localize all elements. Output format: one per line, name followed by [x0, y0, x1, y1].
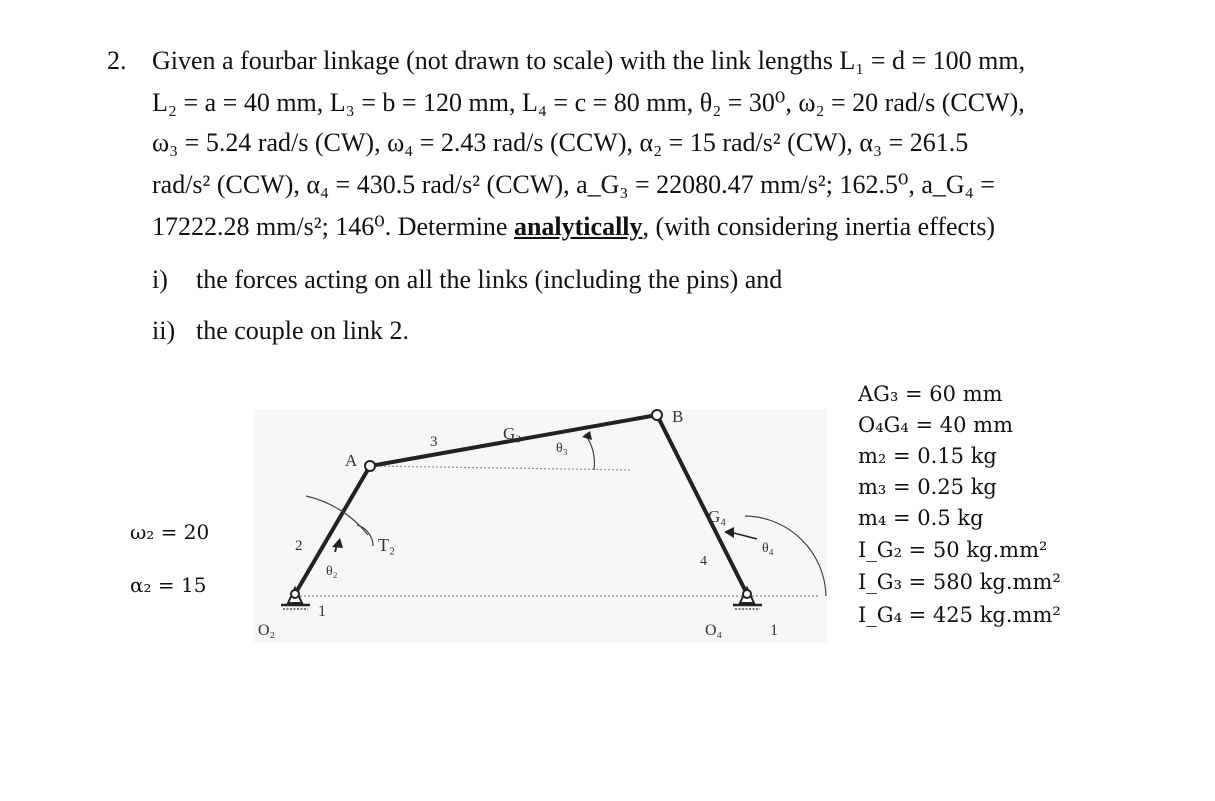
label-T2: T₂ [378, 535, 396, 555]
problem-L1: L₁ = d = 100 mm, [839, 46, 1026, 75]
label-theta4: θ₄ [762, 541, 774, 556]
label-link1-left: 1 [318, 603, 326, 620]
theta4-arc [745, 516, 826, 596]
problem-line-3: ω₃ = 5.24 rad/s (CW), ω₄ = 2.43 rad/s (CCW), α₂ = 15 rad/s² (CW), α₃ = 261.5 [152, 128, 969, 157]
given-m2: m₂ = 0.15 kg [858, 444, 997, 468]
item-ii-tag: ii) [152, 316, 176, 345]
label-link3: 3 [430, 434, 438, 450]
label-O4: O₄ [705, 622, 723, 639]
pin-B [652, 410, 662, 420]
G4-arrow-line [730, 532, 757, 539]
label-G3: G₃ [503, 424, 522, 443]
pin-A [365, 461, 375, 471]
problem-line-2: L₂ = a = 40 mm, L₃ = b = 120 mm, L₄ = c = 80 mm, θ₂ = 30⁰, ω₂ = 20 rad/s (CCW), [152, 88, 1025, 117]
problem-line-4: rad/s² (CCW), α₄ = 430.5 rad/s² (CCW), a_G₃ = 22080.47 mm/s²; 162.5⁰, a_G₄ = [152, 170, 995, 199]
item-ii-text: the couple on link 2. [196, 316, 410, 345]
label-O2: O₂ [258, 622, 276, 639]
theta3-arc [585, 434, 594, 470]
label-B: B [672, 407, 684, 426]
analytically-emphasis: analytically [513, 212, 643, 241]
G4-arrowhead [724, 527, 734, 538]
given-m4: m₄ = 0.5 kg [858, 506, 984, 530]
alpha2-value: α₂ = 15 [130, 573, 207, 597]
item-i-text: the forces acting on all the links (including the pins) and [196, 265, 783, 294]
label-theta2: θ₂ [326, 564, 338, 579]
problem-intro: Given a fourbar linkage (not drawn to scale) with the link lengths [152, 46, 833, 75]
ground-support-O4 [733, 588, 762, 609]
ground-support-O2 [281, 588, 310, 609]
problem-line-5c: , (with considering inertia effects) [642, 212, 996, 241]
given-AG3: AG₃ = 60 mm [858, 382, 1003, 406]
problem-line-5a: 17222.28 mm/s²; 146⁰. Determine [152, 212, 514, 241]
label-G4: G₄ [708, 507, 727, 526]
given-O4G4: O₄G₄ = 40 mm [858, 413, 1013, 437]
given-m3: m₃ = 0.25 kg [858, 475, 997, 499]
omega2-value: ω₂ = 20 [130, 520, 210, 544]
label-link4: 4 [700, 554, 707, 569]
reference-line-A [372, 466, 632, 470]
given-IG4: I_G₄ = 425 kg.mm² [858, 603, 1061, 627]
given-IG3: I_G₃ = 580 kg.mm² [858, 570, 1061, 594]
problem-number: 2. [107, 46, 127, 75]
label-theta3: θ₃ [556, 441, 568, 456]
torque-T2-arc [357, 525, 373, 546]
label-A: A [345, 451, 358, 470]
label-link2: 2 [295, 538, 303, 554]
theta2-arc [306, 496, 368, 535]
theta2-arrowhead [332, 538, 343, 548]
theta3-arrowhead [582, 431, 592, 440]
label-link1-right: 1 [770, 622, 778, 639]
item-i-tag: i) [152, 265, 168, 294]
given-IG2: I_G₂ = 50 kg.mm² [858, 538, 1048, 562]
